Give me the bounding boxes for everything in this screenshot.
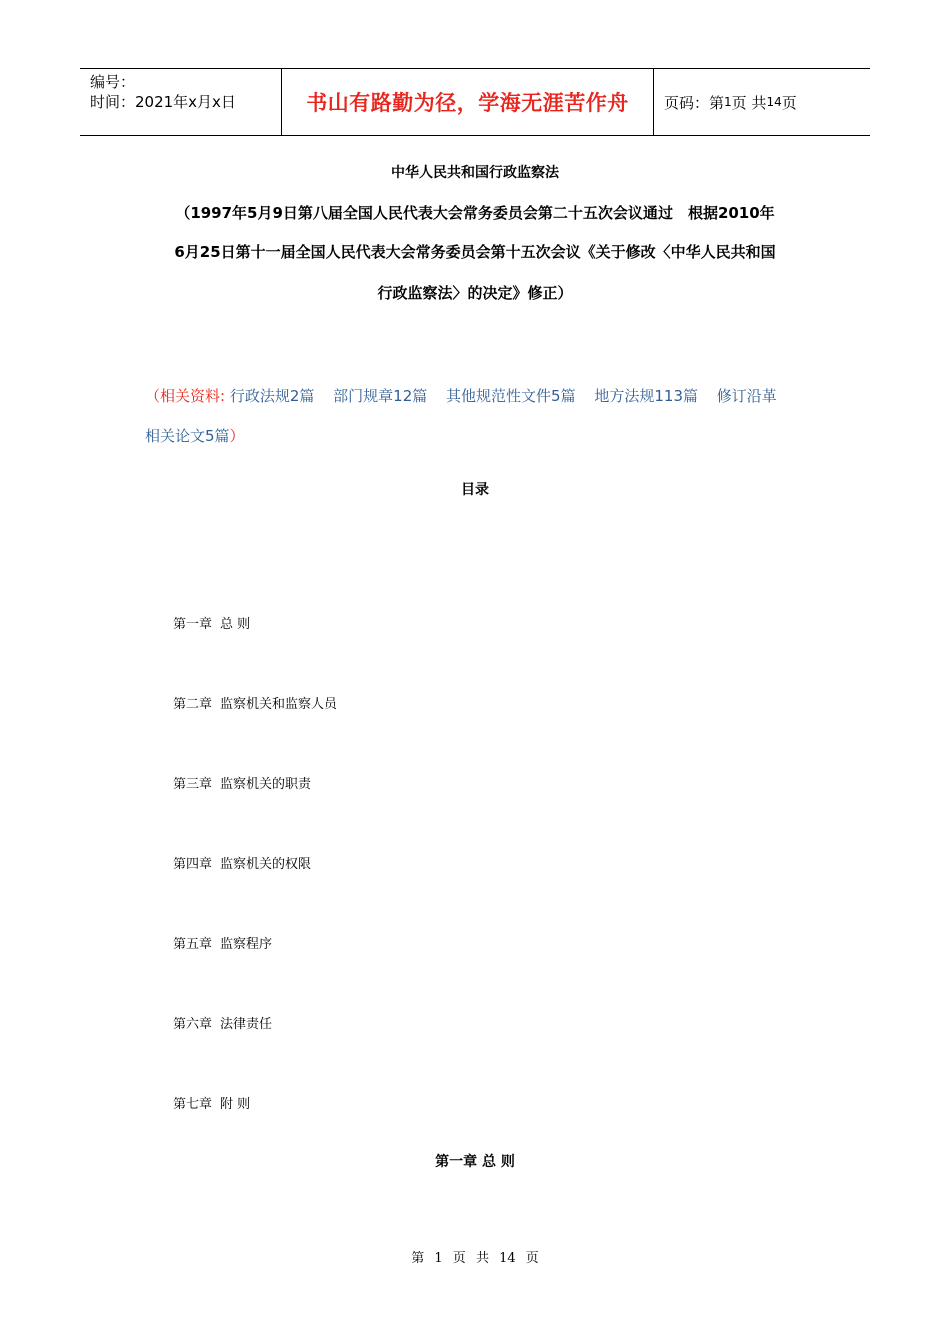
page-current: 1 bbox=[724, 95, 732, 109]
toc-chapter-number: 第一章 bbox=[173, 617, 213, 632]
toc-item[interactable] bbox=[173, 696, 337, 776]
footer-first: 第 bbox=[411, 1251, 425, 1266]
toc-chapter-name: 总 则 bbox=[220, 617, 251, 632]
toc-chapter-name: 附 则 bbox=[220, 1097, 251, 1112]
toc-item[interactable] bbox=[173, 616, 337, 696]
document-number-label: 编号： bbox=[90, 73, 136, 91]
subtitle-line-2: 6月25日第十一届全国人民代表大会常务委员会第十五次会议《关于修改〈中华人民共和国 bbox=[174, 243, 776, 261]
toc-chapter-name: 监察机关的权限 bbox=[220, 857, 312, 872]
document-header bbox=[80, 68, 870, 136]
toc-item[interactable] bbox=[173, 776, 337, 856]
law-title: 中华人民共和国行政监察法 bbox=[391, 165, 559, 181]
document-time-label: 时间：2021年x月x日 bbox=[90, 93, 236, 111]
related-link-normative-documents[interactable]: 其他规范性文件5篇 bbox=[446, 387, 576, 405]
footer-last: 页 bbox=[525, 1251, 539, 1266]
header-meta bbox=[80, 69, 281, 135]
page-footer bbox=[0, 1247, 950, 1266]
toc-item[interactable] bbox=[173, 856, 337, 936]
header-page-info bbox=[654, 69, 870, 135]
related-suffix: ） bbox=[229, 427, 245, 445]
subtitle-line-3: 行政监察法〉的决定》修正） bbox=[377, 284, 573, 302]
subtitle-line-1: （1997年5月9日第八届全国人民代表大会常务委员会第二十五次会议通过 根据2010年 bbox=[175, 204, 775, 222]
toc-chapter-number: 第五章 bbox=[173, 937, 213, 952]
related-prefix: （相关资料: bbox=[145, 387, 226, 405]
related-materials bbox=[145, 376, 805, 456]
page-suffix: 页 bbox=[781, 93, 797, 112]
related-link-local-regulations[interactable]: 地方法规113篇 bbox=[594, 387, 699, 405]
header-motto-cell bbox=[281, 69, 654, 135]
related-link-department-rules[interactable]: 部门规章12篇 bbox=[333, 387, 428, 405]
footer-total-pages: 14 bbox=[499, 1251, 516, 1266]
table-of-contents bbox=[173, 616, 337, 1176]
toc-chapter-name: 监察机关的职责 bbox=[220, 777, 312, 792]
footer-middle-1: 页 bbox=[452, 1251, 466, 1266]
toc-item[interactable] bbox=[173, 1016, 337, 1096]
toc-chapter-name: 监察机关和监察人员 bbox=[220, 697, 338, 712]
toc-chapter-number: 第七章 bbox=[173, 1097, 213, 1112]
related-link-revision-history[interactable]: 修订沿革 bbox=[716, 387, 777, 405]
footer-current-page: 1 bbox=[434, 1251, 443, 1266]
toc-chapter-name: 监察程序 bbox=[220, 937, 273, 952]
toc-item[interactable] bbox=[173, 936, 337, 1016]
related-link-admin-regulations[interactable]: 行政法规2篇 bbox=[229, 387, 315, 405]
page-prefix: 页码：第 bbox=[664, 93, 725, 112]
footer-middle-2: 共 bbox=[475, 1251, 489, 1266]
toc-chapter-number: 第四章 bbox=[173, 857, 213, 872]
toc-title: 目录 bbox=[461, 482, 489, 498]
toc-chapter-number: 第三章 bbox=[173, 777, 213, 792]
related-link-papers[interactable]: 相关论文5篇 bbox=[145, 427, 230, 445]
toc-chapter-number: 第二章 bbox=[173, 697, 213, 712]
toc-chapter-name: 法律责任 bbox=[220, 1017, 273, 1032]
chapter-heading: 第一章 总 则 bbox=[435, 1154, 515, 1170]
page-total: 14 bbox=[766, 95, 782, 109]
page-middle: 页 共 bbox=[731, 93, 767, 112]
toc-chapter-number: 第六章 bbox=[173, 1017, 213, 1032]
header-motto: 书山有路勤为径，学海无涯苦作舟 bbox=[306, 91, 629, 115]
